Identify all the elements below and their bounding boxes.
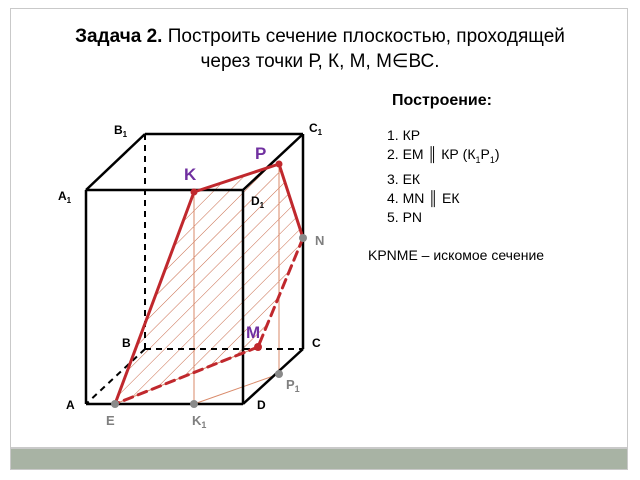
step-2: 2. ЕМ ║ КР $(К_1Р_1)$ (387, 146, 500, 165)
step-4: 4. MN ║ ЕК (387, 189, 460, 206)
construction-heading: Построение: (392, 92, 492, 109)
point-k1 (190, 400, 198, 408)
label-k1: $K_1$ (192, 413, 207, 430)
step-1: 1. КР (387, 127, 421, 143)
label-p1: $P_1$ (286, 377, 300, 394)
label-p: P (255, 144, 267, 163)
point-e (111, 400, 119, 408)
point-k (191, 189, 198, 196)
label-c1: $C_1$ (309, 121, 323, 137)
label-c: C (312, 336, 321, 350)
label-d: D (257, 398, 266, 412)
point-n (299, 234, 307, 242)
step-3: 3. ЕК (387, 170, 421, 187)
label-d1: $D_1$ (251, 194, 265, 210)
label-b: B (122, 336, 131, 350)
point-m (254, 343, 262, 351)
label-a1: $A_1$ (58, 189, 72, 205)
label-e: E (106, 413, 115, 428)
label-k: K (184, 165, 197, 184)
point-p (276, 161, 283, 168)
point-p1 (275, 370, 283, 378)
problem-number: Задача 2. (75, 26, 163, 47)
label-a: A (66, 398, 75, 412)
result-text: KPNME – искомое сечение (368, 247, 545, 263)
step-5: 5. PN (387, 208, 423, 225)
problem-text-line2: через точки Р, К, М, М∈ВС. (200, 51, 440, 72)
label-b1: $B_1$ (114, 123, 128, 139)
problem-text-line1: Построить сечение плоскостью, проходящей (167, 26, 565, 47)
label-m: M (246, 323, 261, 342)
label-n: N (315, 233, 325, 248)
